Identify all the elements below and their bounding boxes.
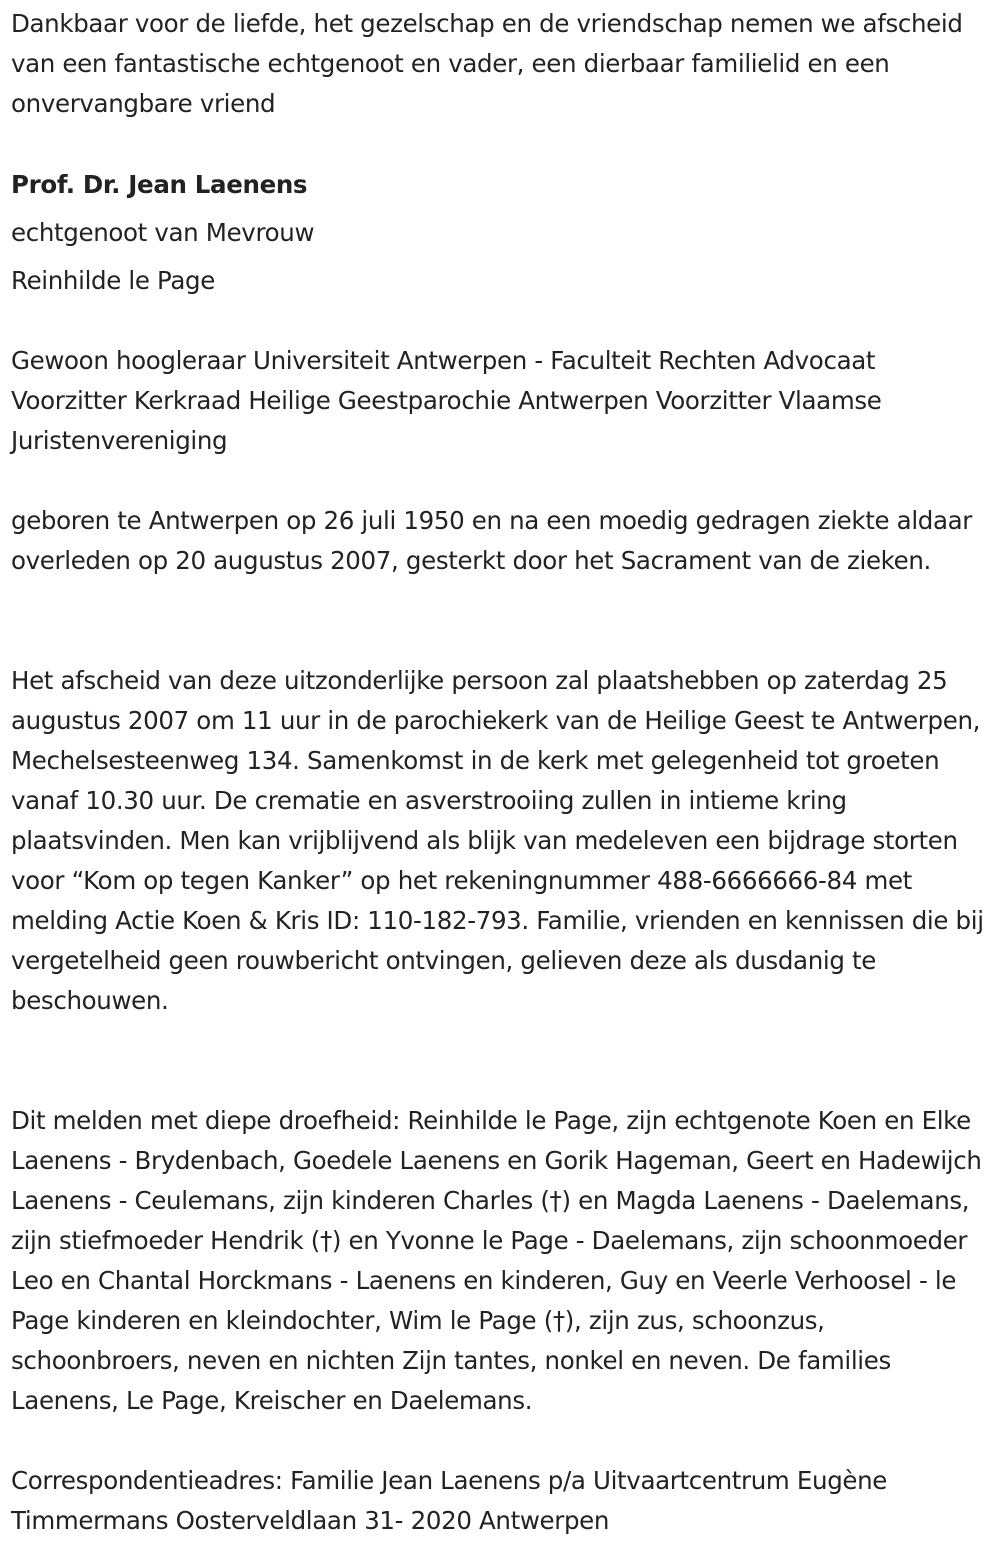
deceased-name: Prof. Dr. Jean Laenens (11, 170, 308, 199)
spouse-line-1: echtgenoot van Mevrouw (11, 218, 315, 247)
funeral-details-paragraph: Het afscheid van deze uitzonderlijke persoon zal plaatshebben op zaterdag 25 augustus 2007 om 11 uur in de parochiekerk van de Heilige Geest te Antwerpen, Mechelsesteenweg 134. Samenkomst in de kerk met gelegenheid tot groeten vanaf 10.30 uur. De crematie en asverstrooiing zullen in intieme kring plaatsvinden. Men kan vrijblijvend als blijk van medeleven een bijdrage storten voor “Kom op tegen Kanker” op het rekeningnummer 488-6666666-84 met melding Actie Koen & Kris ID: 110-182-793. Familie, vrienden en kennissen die bij vergetelheid geen rouwbericht ontvingen, gelieven deze als dusdanig te beschouwen. (11, 666, 984, 1015)
family-announcement-paragraph: Dit melden met diepe droefheid: Reinhilde le Page, zijn echtgenote Koen en Elke Laenens - Brydenbach, Goedele Laenens en Gorik Hageman, Geert en Hadewijch Laenens - Ceulemans, zijn kinderen Charles (†) en Magda Laenens - Daelemans, zijn stiefmoeder Hendrik (†) en Yvonne le Page - Daelemans, zijn schoonmoeder Leo en Chantal Horckmans - Laenens en kinderen, Guy en Veerle Verhoosel - le Page kinderen en kleindochter, Wim le Page (†), zijn zus, schoonzus, schoonbroers, neven en nichten Zijn tantes, nonkel en neven. De families Laenens, Le Page, Kreischer en Daelemans. (11, 1106, 982, 1415)
professional-titles: Gewoon hoogleraar Universiteit Antwerpen - Faculteit Rechten Advocaat Voorzitter Kerkraad Heilige Geestparochie Antwerpen Voorzitter Vlaamse Juristenvereniging (11, 346, 882, 455)
spouse-line-2: Reinhilde le Page (11, 266, 215, 295)
birth-death-paragraph: geboren te Antwerpen op 26 juli 1950 en na een moedig gedragen ziekte aldaar overleden op 20 augustus 2007, gesterkt door het Sacrament van de zieken. (11, 506, 973, 575)
correspondence-address: Correspondentieadres: Familie Jean Laenens p/a Uitvaartcentrum Eugène Timmermans Oosterveldlaan 31- 2020 Antwerpen (11, 1466, 888, 1535)
intro-paragraph: Dankbaar voor de liefde, het gezelschap en de vriendschap nemen we afscheid van een fantastische echtgenoot en vader, een dierbaar familielid en een onvervangbare vriend (11, 9, 963, 118)
